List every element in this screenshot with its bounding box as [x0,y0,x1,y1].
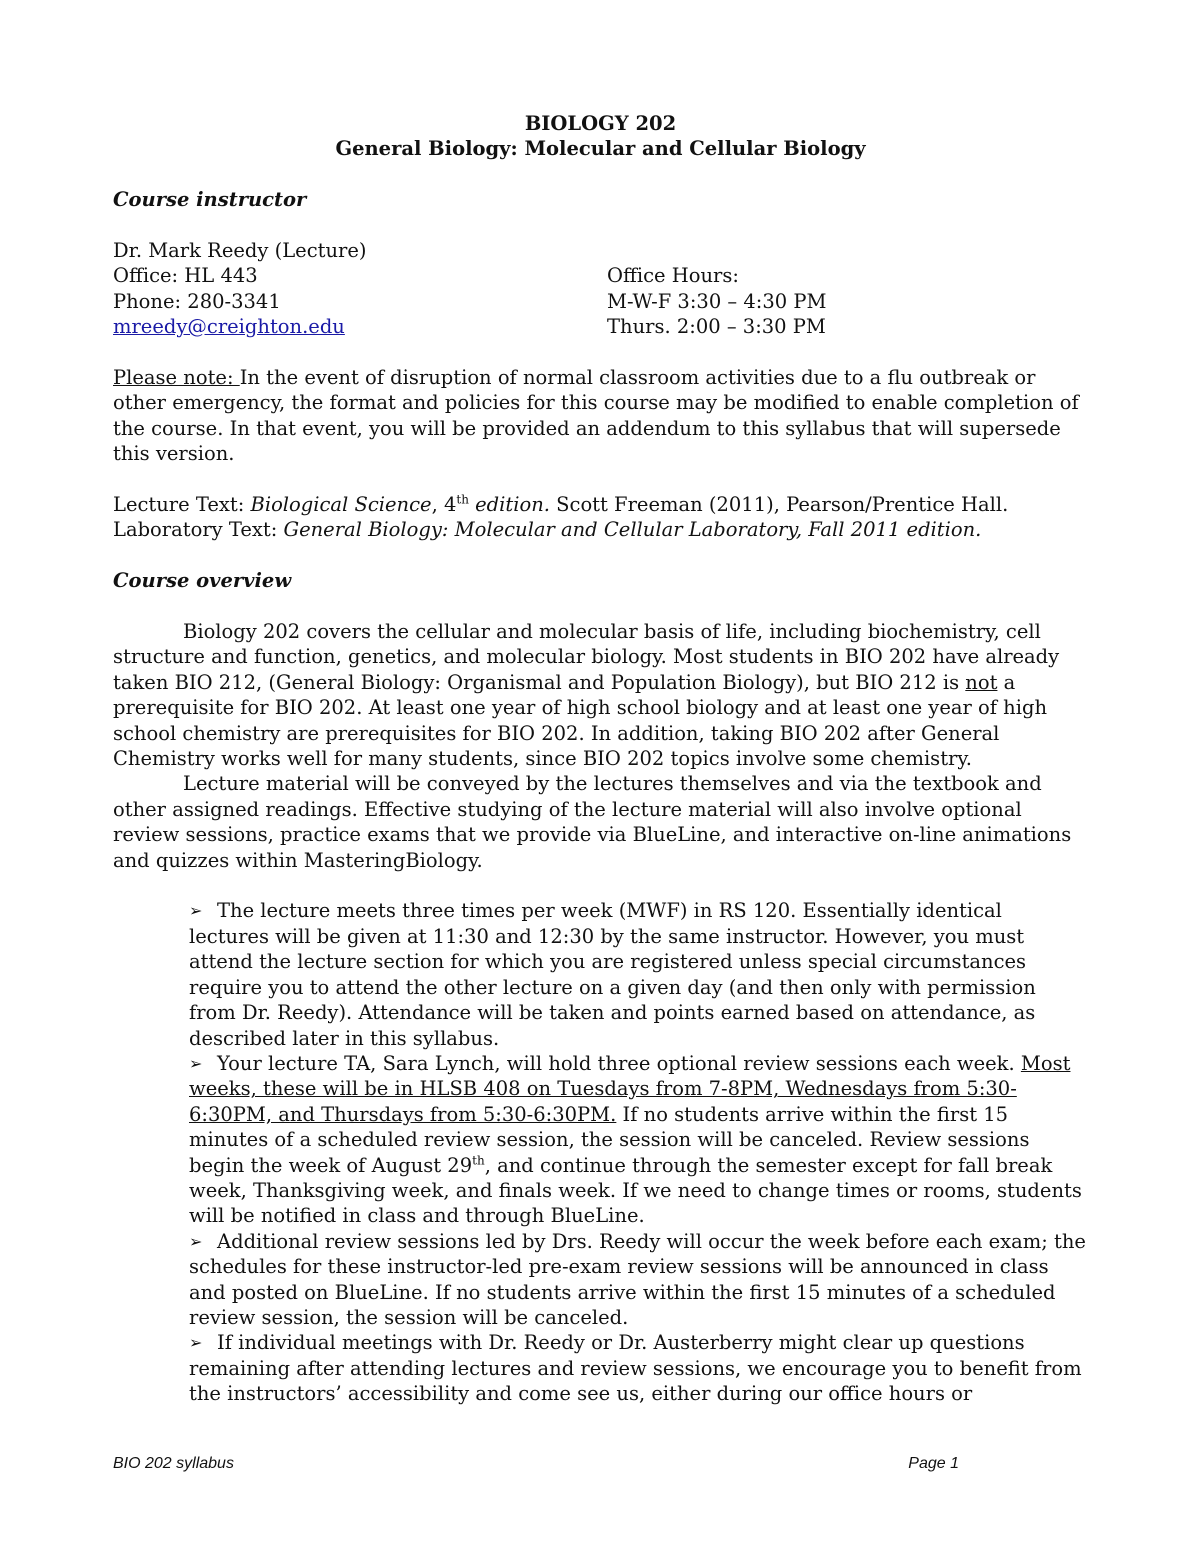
bullet-additional-reviews: Additional review sessions led by Drs. Reedy will occur the week before each exam; the schedules for these instructor-led pre-exam review sessions will be announced in class and posted on BlueLine. If no students arrive within the first 15 minutes of a scheduled review session, the session will be canceled. [189,1229,1086,1329]
arrow-bullet-icon: ➢ [189,1231,203,1251]
list-item [189,1051,1088,1229]
lab-text-edition: , Fall 2011 edition. [795,518,982,542]
page-footer [113,1451,959,1476]
syllabus-page [113,111,1088,1407]
please-note-paragraph [113,365,1088,467]
bullet-lecture-schedule: The lecture meets three times per week (MWF) in RS 120. Essentially identical lectures will be given at 11:30 and 12:30 by the same instructor. However, you must attend the lecture section for which you are registered unless special circumstances require you to attend the other lecture on a given day (and then only with permission from Dr. Reedy). Attendance will be taken and points earned based on attendance, as described later in this syllabus. [189,899,1036,1050]
bullet-2-sup: th [472,1153,485,1168]
bullet-2-a: Your lecture TA, Sara Lynch, will hold three optional review sessions each week. [217,1051,1021,1075]
info-bullet-list [113,898,1088,1406]
lecture-text-title: Biological Science [250,493,432,517]
arrow-bullet-icon: ➢ [189,901,203,921]
list-item [189,1229,1088,1331]
list-item [189,1330,1088,1406]
lecture-text-mid: , 4 [431,493,457,517]
bullet-2-b: If no students arrive within the first 15 minutes of a scheduled review session, the session will be canceled. Review sessions begin the week of August 29 [189,1102,1030,1177]
arrow-bullet-icon: ➢ [189,1053,203,1073]
overview-heading: Course overview [113,569,292,593]
list-item [189,898,1088,1050]
office-hours-thurs: Thurs. 2:00 – 3:30 PM [607,315,826,339]
overview-paragraph-1 [113,619,1088,771]
overview-p1-b: a prerequisite for BIO 202. At least one year of high school biology and at least one year of high school chemistry are prerequisites for BIO 202. In addition, taking BIO 202 after General Chemistry works well for many students, since BIO 202 topics involve some chemistry. [113,670,1048,771]
instructor-row-1 [113,263,1088,288]
lecture-text-label: Lecture Text: [113,493,251,517]
course-title: BIOLOGY 202 [524,112,677,135]
instructor-row-2 [113,289,1088,314]
lecture-text-sup: th [456,492,469,507]
office-hours-mwf: M-W-F 3:30 – 4:30 PM [607,289,827,313]
instructor-email-link[interactable]: mreedy@creighton.edu [113,315,345,339]
lab-text-line [113,517,1088,542]
instructor-row-3 [113,314,1088,339]
bullet-2-underlined: Most weeks, these will be in HLSB 408 on Tuesdays from 7-8PM, Wednesdays from 5:30-6:30PM, and Thursdays from 5:30-6:30PM. [189,1051,1071,1126]
bullet-individual-meetings: If individual meetings with Dr. Reedy or Dr. Austerberry might clear up questions remaining after attending lectures and review sessions, we encourage you to benefit from the instructors’ accessibility and come see us, either during our office hours or [189,1331,1082,1406]
bullet-review-sessions [189,1051,1088,1229]
arrow-bullet-icon: ➢ [189,1333,203,1353]
office-hours-label: Office Hours: [607,264,739,288]
overview-p1-not: not [965,670,998,694]
bullet-2-c: , and continue through the semester except for fall break week, Thanksgiving week, and finals week. If we need to change times or rooms, students will be notified in class and through BlueLine. [189,1153,1082,1228]
lab-text-label: Laboratory Text: [113,518,284,542]
lab-text-title: General Biology: Molecular and Cellular Laboratory [283,518,796,542]
lecture-text-line [113,492,1088,517]
overview-paragraph-2: Lecture material will be conveyed by the lectures themselves and via the textbook and other assigned readings. Effective studying of the lecture material will also involve optional review sessions, practice exams that we provide via BlueLine, and interactive on-line animations and quizzes within MasteringBiology. [113,772,1072,872]
instructor-heading: Course instructor [113,188,307,212]
footer-page-number: Page 1 [908,1455,959,1472]
instructor-phone: Phone: 280-3341 [113,289,281,313]
lecture-text-edition: edition. [468,493,550,517]
please-note-label: Please note: [113,366,240,390]
course-subtitle: General Biology: Molecular and Cellular Biology [335,137,866,161]
instructor-name: Dr. Mark Reedy (Lecture) [113,239,367,262]
footer-doc-name: BIO 202 syllabus [113,1455,234,1472]
lecture-text-author: Scott Freeman (2011), Pearson/Prentice Hall. [549,493,1009,517]
please-note-text: In the event of disruption of normal classroom activities due to a flu outbreak or other emergency, the format and policies for this course may be modified to enable completion of the course. In that event, you will be provided an addendum to this syllabus that will supersede this version. [113,366,1079,466]
overview-p1-a: Biology 202 covers the cellular and molecular basis of life, including biochemistry, cell structure and function, genetics, and molecular biology. Most students in BIO 202 have already taken BIO 212, (General Biology: Organismal and Population Biology), but BIO 212 is [113,620,1060,694]
instructor-office: Office: HL 443 [113,264,258,288]
